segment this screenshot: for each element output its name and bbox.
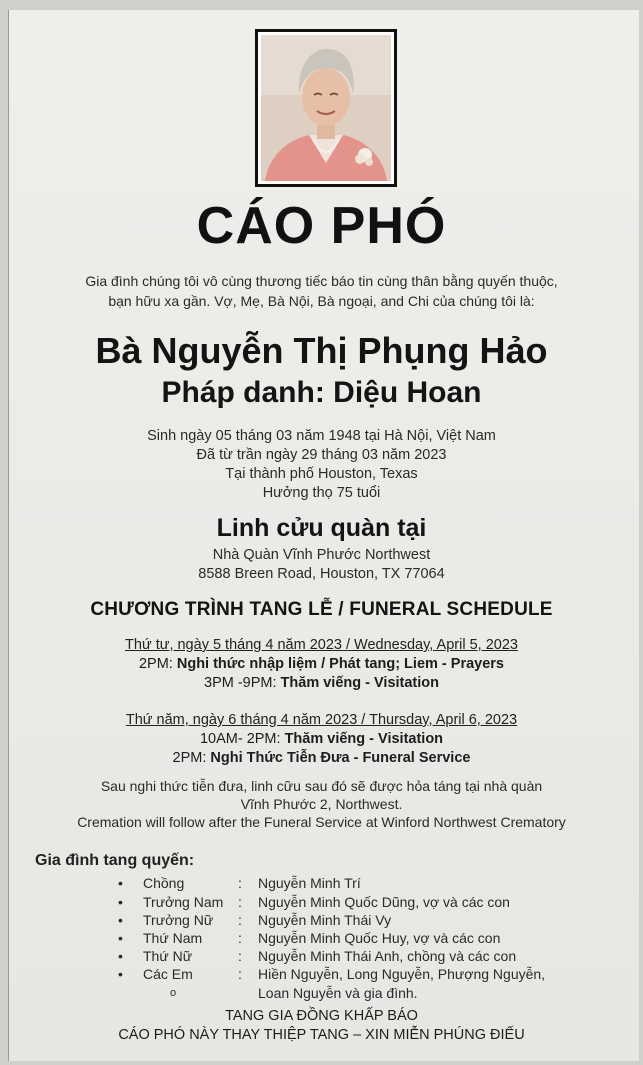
family-row	[0, 930, 643, 949]
family-heading: Gia đình tang quyến:	[35, 852, 195, 869]
family-row	[0, 985, 643, 1004]
portrait-illustration	[261, 35, 391, 181]
event-time: 2PM:	[138, 656, 173, 672]
portrait-image	[261, 35, 391, 181]
event-description: Thăm viếng - Visitation	[284, 731, 444, 747]
schedule-day-1-event-1	[0, 656, 643, 672]
cremation-note-vi-1: Sau nghi thức tiễn đưa, linh cữu sau đó sẽ được hỏa táng tại nhà quàn	[100, 778, 543, 794]
schedule-day-2-event-1	[0, 731, 643, 747]
family-relation: Thứ Nam	[143, 930, 203, 946]
cremation-note-vi-2: Vĩnh Phước 2, Northwest.	[240, 796, 403, 812]
bullet: •	[118, 948, 123, 964]
bullet: •	[118, 912, 123, 928]
footer-note: CÁO PHÓ NÀY THAY THIỆP TANG – XIN MIỄN PHÚNG ĐIẾU	[118, 1027, 525, 1043]
family-relation: Thứ Nữ	[143, 948, 193, 964]
birth-info: Sinh ngày 05 tháng 03 năm 1948 tại Hà Nội, Việt Nam	[147, 428, 496, 444]
schedule-heading: CHƯƠNG TRÌNH TANG LỄ / FUNERAL SCHEDULE	[90, 599, 553, 620]
schedule-day-1-event-2	[0, 675, 643, 691]
separator: :	[238, 875, 242, 891]
separator: :	[238, 894, 242, 910]
schedule-day-1-date: Thứ tư, ngày 5 tháng 4 năm 2023 / Wednesday, April 5, 2023	[125, 637, 518, 653]
event-description: Nghi Thức Tiễn Đưa - Funeral Service	[210, 750, 471, 766]
family-row	[0, 966, 643, 985]
bullet: •	[118, 894, 123, 910]
event-description: Thăm viếng - Visitation	[280, 675, 439, 691]
event-time: 10AM- 2PM:	[199, 731, 281, 747]
intro-line-1: Gia đình chúng tôi vô cùng thương tiếc báo tin cùng thân bằng quyến thuộc,	[85, 273, 558, 289]
funeral-home-name: Nhà Quàn Vĩnh Phước Northwest	[212, 547, 431, 563]
intro-line-2: bạn hữu xa gần. Vợ, Mẹ, Bà Nội, Bà ngoại, and Chi của chúng tôi là:	[108, 293, 535, 309]
schedule-day-2-date: Thứ năm, ngày 6 tháng 4 năm 2023 / Thursday, April 6, 2023	[125, 712, 518, 728]
death-place: Tại thành phố Houston, Texas	[225, 466, 418, 482]
family-names: Nguyễn Minh Thái Vy	[258, 912, 392, 928]
age-info: Hưởng thọ 75 tuổi	[262, 485, 381, 501]
family-names: Nguyễn Minh Trí	[258, 875, 361, 891]
cremation-note-en: Cremation will follow after the Funeral Service at Winford Northwest Crematory	[77, 814, 566, 830]
separator: :	[238, 966, 242, 982]
family-names: Hiền Nguyễn, Long Nguyễn, Phượng Nguyễn,	[258, 966, 546, 982]
event-description: Nghi thức nhập liệm / Phát tang; Liem - Prayers	[176, 656, 505, 672]
bullet: •	[118, 875, 123, 891]
schedule-day-2-event-2	[0, 750, 643, 766]
bullet: •	[118, 966, 123, 982]
bullet: o	[170, 987, 177, 999]
event-time: 2PM:	[172, 750, 207, 766]
separator: :	[238, 948, 242, 964]
dharma-name: Pháp danh: Diệu Hoan	[161, 376, 482, 409]
death-info: Đã từ trần ngày 29 tháng 03 năm 2023	[196, 447, 447, 463]
separator: :	[238, 912, 242, 928]
family-relation: Trưởng Nữ	[143, 912, 214, 928]
deceased-name: Bà Nguyễn Thị Phụng Hảo	[95, 330, 548, 371]
family-row	[0, 875, 643, 894]
footer-announcement: TANG GIA ĐỒNG KHẤP BÁO	[225, 1008, 418, 1024]
family-names: Nguyễn Minh Quốc Huy, vợ và các con	[258, 930, 501, 946]
family-row	[0, 948, 643, 967]
family-relation: Chồng	[143, 875, 185, 891]
portrait-photo	[255, 29, 397, 187]
funeral-home-address: 8588 Breen Road, Houston, TX 77064	[198, 566, 445, 582]
family-row	[0, 894, 643, 913]
family-relation: Trưởng Nam	[143, 894, 224, 910]
family-row	[0, 912, 643, 931]
family-names: Nguyễn Minh Thái Anh, chồng và các con	[258, 948, 517, 964]
bullet: •	[118, 930, 123, 946]
page-title: CÁO PHÓ	[196, 197, 447, 255]
family-names: Loan Nguyễn và gia đình.	[258, 985, 418, 1001]
family-relation: Các Em	[143, 966, 193, 982]
separator: :	[238, 930, 242, 946]
lying-in-state-heading: Linh cửu quàn tại	[216, 514, 427, 542]
family-names: Nguyễn Minh Quốc Dũng, vợ và các con	[258, 894, 510, 910]
event-time: 3PM -9PM:	[204, 675, 277, 691]
